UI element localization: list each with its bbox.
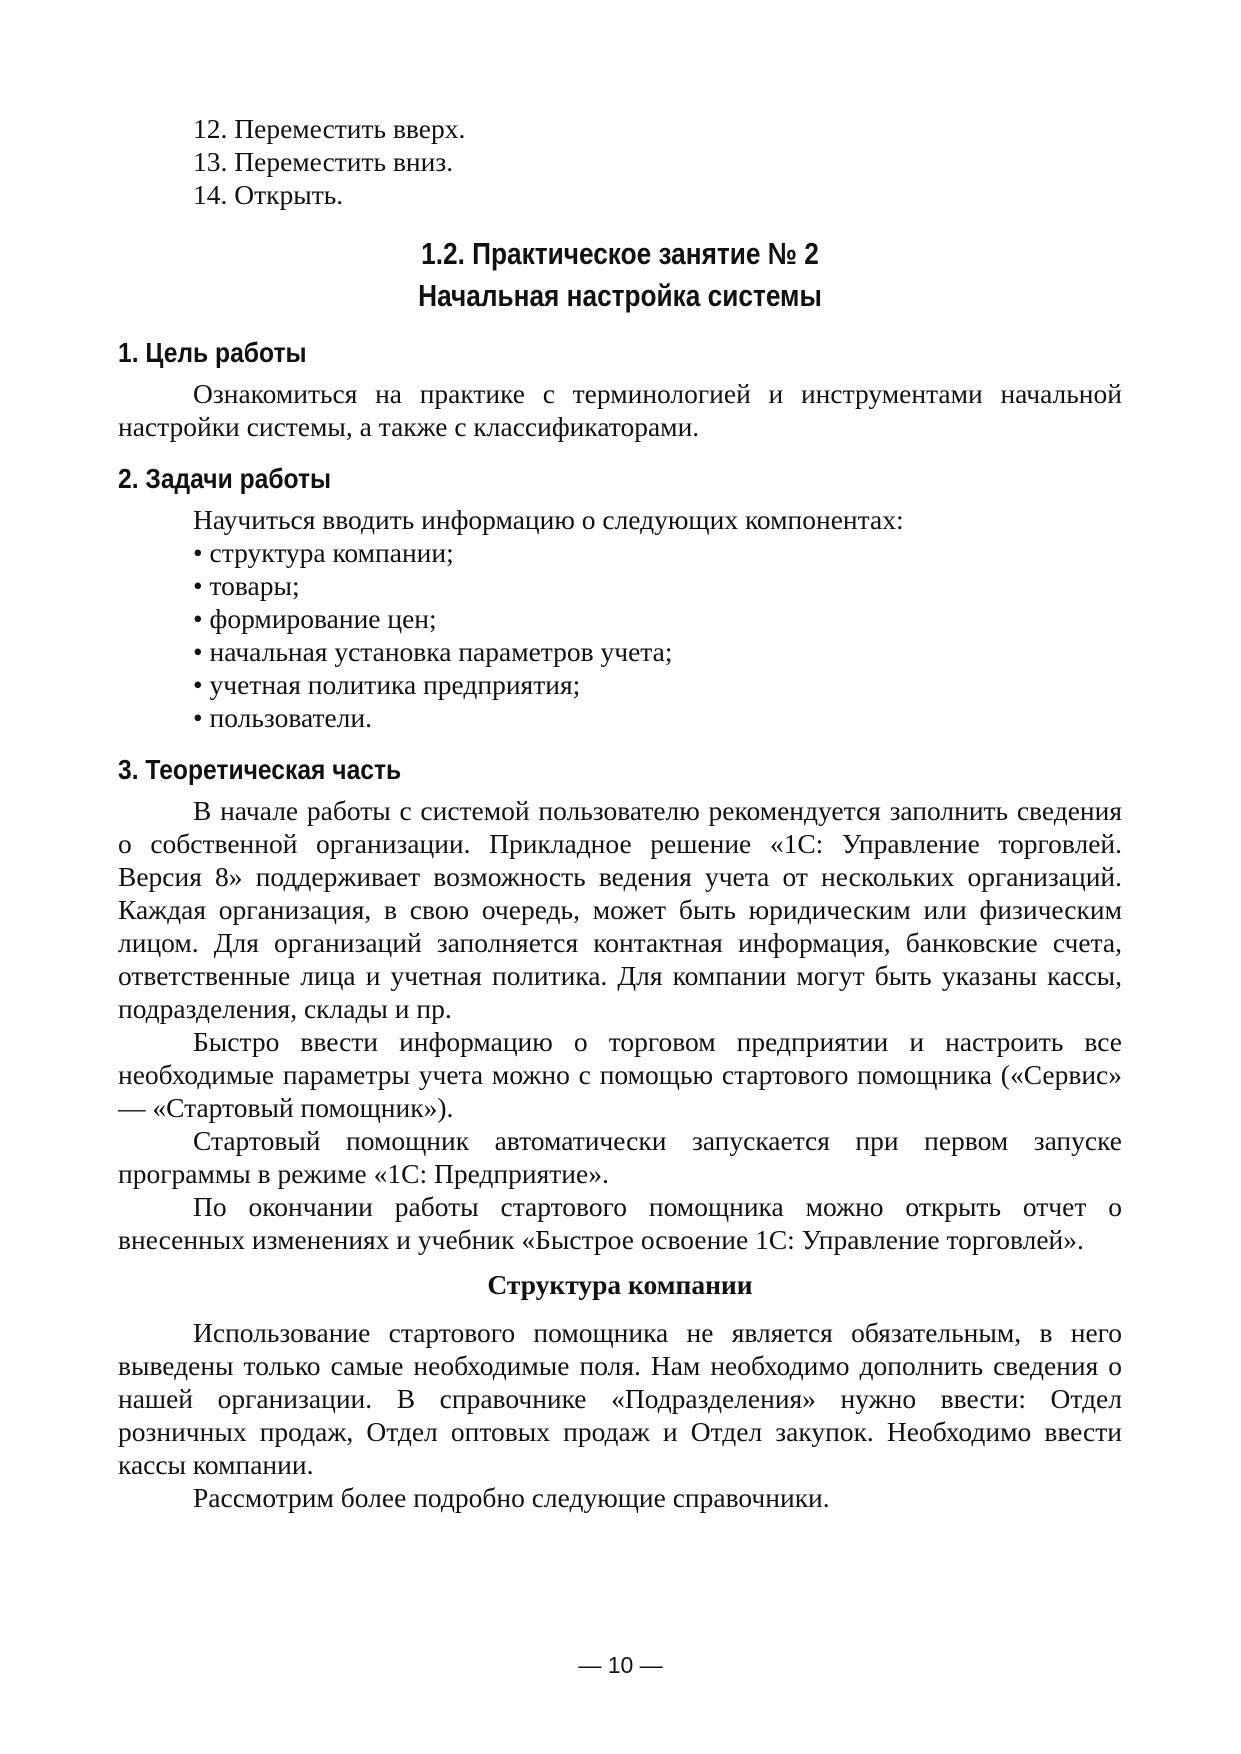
theory-paragraph: В начале работы с системой пользователю рекомендуется заполнить сведения о собственной организации. Прикладное решение «1С: Управление торговлей. Версия 8» поддерживает возможность ведения учета от нескольких организаций. Каждая организация, в свою очередь, может быть юридическим или физическим лицом. Для организаций заполняется контактная информация, банковские счета, ответственные лица и учетная политика. Для компании могут быть указаны кассы, подразделения, склады и пр.	[118, 795, 1122, 1024]
chapter-title-line-2: Начальная настройка системы	[418, 279, 822, 313]
bullet-item	[118, 701, 1122, 734]
bullet-item	[118, 668, 1122, 701]
list-item: 12. Переместить вверх.	[193, 113, 466, 144]
bullet-item	[118, 569, 1122, 602]
chapter-title	[188, 233, 1051, 317]
bullet-text: • начальная установка параметров учета;	[193, 636, 673, 667]
bullet-item	[118, 602, 1122, 635]
chapter-title-line-1: 1.2. Практическое занятие № 2	[421, 237, 819, 271]
page-content	[118, 112, 1122, 1514]
goal-paragraph: Ознакомиться на практике с терминологией и инструментами начальной настройки системы, а также с классификаторами.	[118, 378, 1122, 442]
section-heading-theory: 3. Теоретическая часть	[118, 754, 402, 785]
bullet-item	[118, 536, 1122, 569]
structure-paragraph: Рассмотрим более подробно следующие справочники.	[193, 1482, 830, 1513]
theory-paragraph: Стартовый помощник автоматически запускается при первом запуске программы в режиме «1С: Предприятие».	[118, 1125, 1122, 1189]
tasks-intro: Научиться вводить информацию о следующих компонентах:	[193, 504, 904, 535]
list-item: 13. Переместить вниз.	[193, 146, 454, 177]
bullet-item	[118, 635, 1122, 668]
bullet-text: • пользователи.	[193, 702, 372, 733]
page-number: — 10 —	[578, 1652, 663, 1678]
bullet-text: • структура компании;	[193, 537, 454, 568]
theory-paragraph: По окончании работы стартового помощника можно открыть отчет о внесенных изменениях и учебник «Быстрое освоение 1С: Управление торговлей».	[118, 1191, 1122, 1255]
theory-paragraph: Быстро ввести информацию о торговом предприятии и настроить все необходимые параметры учета можно с помощью стартового помощника («Сервис» — «Стартовый помощник»).	[118, 1026, 1122, 1123]
bullet-text: • учетная политика предприятия;	[193, 669, 580, 700]
list-item: 14. Открыть.	[193, 179, 344, 210]
bullet-text: • формирование цен;	[193, 603, 437, 634]
structure-paragraph: Использование стартового помощника не является обязательным, в него выведены только самые необходимые поля. Нам необходимо дополнить сведения о нашей организации. В справочнике «Подразделения» нужно ввести: Отдел розничных продаж, Отдел оптовых продаж и Отдел закупок. Необходимо ввести кассы компании.	[118, 1317, 1122, 1480]
section-heading-tasks: 2. Задачи работы	[118, 463, 332, 494]
bullet-text: • товары;	[193, 570, 300, 601]
section-heading-goal: 1. Цель работы	[118, 337, 307, 368]
subheading-company-structure: Структура компании	[487, 1269, 753, 1300]
